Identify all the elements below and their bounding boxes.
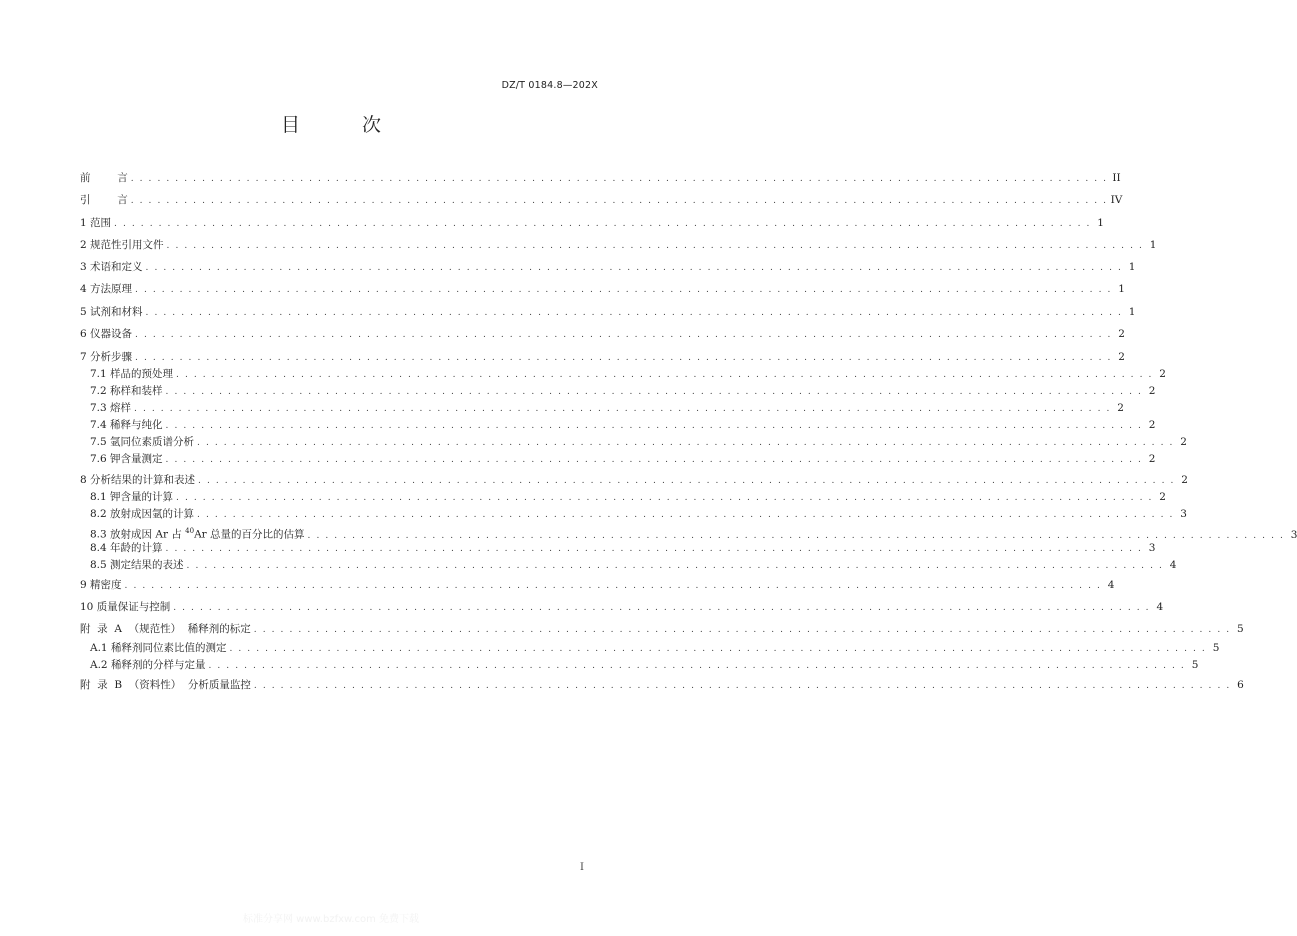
toc-entry[interactable] [80,326,1125,343]
toc-entry-page: 1 [1128,306,1136,318]
toc-entry-label: 8.5 测定结果的表述 [90,559,184,571]
toc-entry-page: 4 [1156,601,1164,613]
toc-entry-page: 5 [1191,659,1199,671]
toc-leader-dots: . . . . . . . . . . . . . . . . . . . . . . . . . . . . . . . . . . . . . . . . . . . . . . . . . . . . . . . . . . . . . . . . . . . . . . . . . . . . . . . . . . . . . . . . . . . . . . . . . . . . . . . . . . . . . . [186,561,1164,571]
toc-leader-dots: . . . . . . . . . . . . . . . . . . . . . . . . . . . . . . . . . . . . . . . . . . . . . . . . . . . . . . . . . . . . . . . . . . . . . . . . . . . . . . . . . . . . . . . . . . . . . . . . . . . . . . . . . . . . . . [307,530,1285,541]
toc-entry[interactable] [80,192,1123,209]
toc-leader-dots: . . . . . . . . . . . . . . . . . . . . . . . . . . . . . . . . . . . . . . . . . . . . . . . . . . . . . . . . . . . . . . . . . . . . . . . . . . . . . . . . . . . . . . . . . . . . . . . . . . . . . . . . . . . . . . [197,438,1174,448]
toc-entry-page: 2 [1118,351,1125,363]
toc-leader-dots: . . . . . . . . . . . . . . . . . . . . . . . . . . . . . . . . . . . . . . . . . . . . . . . . . . . . . . . . . . . . . . . . . . . . . . . . . . . . . . . . . . . . . . . . . . . . . . . . . . . . . . . . . . . . . . [166,241,1144,251]
toc-entry-page: 5 [1212,642,1220,654]
toc-entry-label: 1 范围 [80,217,112,229]
toc-entry-label: 7 分析步骤 [80,351,133,363]
toc-entry-page: 2 [1148,419,1156,431]
toc-leader-dots: . . . . . . . . . . . . . . . . . . . . . . . . . . . . . . . . . . . . . . . . . . . . . . . . . . . . . . . . . . . . . . . . . . . . . . . . . . . . . . . . . . . . . . . . . . . . . . . . . . . . . . . . . . . . . . [135,285,1112,295]
page-title: 目 次 [280,114,410,136]
toc-entry[interactable] [90,383,1156,400]
toc-entry-page: 1 [1118,283,1125,295]
toc-leader-dots: . . . . . . . . . . . . . . . . . . . . . . . . . . . . . . . . . . . . . . . . . . . . . . . . . . . . . . . . . . . . . . . . . . . . . . . . . . . . . . . . . . . . . . . . . . . . . . . . . . . . . . . . . . . . . . [197,510,1174,520]
toc-entry-page: 1 [1097,217,1104,229]
toc-entry-page: II [1112,172,1121,184]
toc-entry-page: 6 [1237,679,1244,691]
toc-entry[interactable] [80,237,1157,254]
toc-leader-dots: . . . . . . . . . . . . . . . . . . . . . . . . . . . . . . . . . . . . . . . . . . . . . . . . . . . . . . . . . . . . . . . . . . . . . . . . . . . . . . . . . . . . . . . . . . . . . . . . . . . . . . . . . . . . . . [253,625,1231,635]
toc-entry-page: 2 [1159,491,1166,503]
toc-entry[interactable] [90,451,1156,468]
toc-entry[interactable] [80,472,1188,489]
toc-entry-label: 8.3 放射成因 Ar 占 $^{40}$Ar 总量的百分比的估算 [90,527,305,541]
toc-entry-label: 8.1 钾含量的计算 [90,491,174,503]
toc-entry-page: 3 [1148,542,1156,554]
toc-entry-label: 8.4 年龄的计算 [90,542,163,554]
toc-entry[interactable] [80,170,1121,187]
toc-entry[interactable] [80,259,1136,276]
toc-entry-page: 2 [1181,474,1188,486]
toc-entry-page: 1 [1128,261,1136,273]
toc-entry-page: IV [1110,194,1123,206]
toc-entry-label: 7.3 熔样 [90,402,132,414]
toc-leader-dots: . . . . . . . . . . . . . . . . . . . . . . . . . . . . . . . . . . . . . . . . . . . . . . . . . . . . . . . . . . . . . . . . . . . . . . . . . . . . . . . . . . . . . . . . . . . . . . . . . . . . . . . . . . . . . . [208,661,1186,671]
toc-entry-label: 6 仪器设备 [80,328,133,340]
toc-leader-dots: . . . . . . . . . . . . . . . . . . . . . . . . . . . . . . . . . . . . . . . . . . . . . . . . . . . . . . . . . . . . . . . . . . . . . . . . . . . . . . . . . . . . . . . . . . . . . . . . . . . . . . . . . . . . . . [165,455,1143,465]
toc-entry-label: 2 规范性引用文件 [80,239,164,251]
toc-entry-page: 2 [1148,385,1156,397]
toc-entry[interactable] [80,677,1244,694]
toc-entry-label: A.1 稀释剂同位素比值的测定 [90,642,227,654]
toc-entry[interactable] [90,640,1220,657]
toc-entry-label: 7.6 钾含量测定 [90,453,163,465]
toc-entry-label: 7.2 称样和装样 [90,385,163,397]
toc-entry-label: 9 精密度 [80,579,122,591]
toc-leader-dots: . . . . . . . . . . . . . . . . . . . . . . . . . . . . . . . . . . . . . . . . . . . . . . . . . . . . . . . . . . . . . . . . . . . . . . . . . . . . . . . . . . . . . . . . . . . . . . . . . . . . . . . . . . . . . . [124,581,1102,591]
toc-leader-dots: . . . . . . . . . . . . . . . . . . . . . . . . . . . . . . . . . . . . . . . . . . . . . . . . . . . . . . . . . . . . . . . . . . . . . . . . . . . . . . . . . . . . . . . . . . . . . . . . . . . . . . . . . . . . . . [198,476,1175,486]
toc-entry-label: 附 录 B （资料性） 分析质量监控 [80,679,251,691]
toc-entry-page: 3 [1180,508,1187,520]
toc-entry[interactable] [90,366,1166,383]
toc-entry-label: 3 术语和定义 [80,261,143,273]
toc-leader-dots: . . . . . . . . . . . . . . . . . . . . . . . . . . . . . . . . . . . . . . . . . . . . . . . . . . . . . . . . . . . . . . . . . . . . . . . . . . . . . . . . . . . . . . . . . . . . . . . . . . . . . . . . . . . . . . [135,353,1112,363]
toc-entry[interactable] [90,506,1187,523]
toc-entry-label: 7.4 稀释与纯化 [90,419,163,431]
toc-entry[interactable] [80,599,1164,616]
watermark: 标准分享网 www.bzfxw.com 免费下载 [243,914,419,925]
toc-entry-label: 8 分析结果的计算和表述 [80,474,196,486]
toc-leader-dots: . . . . . . . . . . . . . . . . . . . . . . . . . . . . . . . . . . . . . . . . . . . . . . . . . . . . . . . . . . . . . . . . . . . . . . . . . . . . . . . . . . . . . . . . . . . . . . . . . . . . . . . . . . . . . . [130,196,1108,206]
toc-entry-page: 2 [1118,328,1125,340]
toc-entry-label: 前 言 [80,172,128,184]
toc-leader-dots: . . . . . . . . . . . . . . . . . . . . . . . . . . . . . . . . . . . . . . . . . . . . . . . . . . . . . . . . . . . . . . . . . . . . . . . . . . . . . . . . . . . . . . . . . . . . . . . . . . . . . . . . . . . . . . [253,681,1231,691]
toc-entry-page: 3 [1290,528,1297,541]
toc-entry-label: 10 质量保证与控制 [80,601,171,613]
toc-entry-label: 7.5 氩同位素质谱分析 [90,436,195,448]
toc-leader-dots: . . . . . . . . . . . . . . . . . . . . . . . . . . . . . . . . . . . . . . . . . . . . . . . . . . . . . . . . . . . . . . . . . . . . . . . . . . . . . . . . . . . . . . . . . . . . . . . . . . . . . . . . . . . . . . [176,370,1153,380]
toc-leader-dots: . . . . . . . . . . . . . . . . . . . . . . . . . . . . . . . . . . . . . . . . . . . . . . . . . . . . . . . . . . . . . . . . . . . . . . . . . . . . . . . . . . . . . . . . . . . . . . . . . . . . . . . . . . . . . . [134,404,1111,414]
toc-entry[interactable] [80,349,1125,366]
toc-entry[interactable] [90,523,1297,541]
toc-leader-dots: . . . . . . . . . . . . . . . . . . . . . . . . . . . . . . . . . . . . . . . . . . . . . . . . . . . . . . . . . . . . . . . . . . . . . . . . . . . . . . . . . . . . . . . . . . . . . . . . . . . . . . . . . . . . . . [130,174,1108,184]
toc-entry-page: 1 [1149,239,1157,251]
toc-leader-dots: . . . . . . . . . . . . . . . . . . . . . . . . . . . . . . . . . . . . . . . . . . . . . . . . . . . . . . . . . . . . . . . . . . . . . . . . . . . . . . . . . . . . . . . . . . . . . . . . . . . . . . . . . . . . . . [173,603,1151,613]
toc-leader-dots: . . . . . . . . . . . . . . . . . . . . . . . . . . . . . . . . . . . . . . . . . . . . . . . . . . . . . . . . . . . . . . . . . . . . . . . . . . . . . . . . . . . . . . . . . . . . . . . . . . . . . . . . . . . . . . [135,330,1112,340]
toc-leader-dots: . . . . . . . . . . . . . . . . . . . . . . . . . . . . . . . . . . . . . . . . . . . . . . . . . . . . . . . . . . . . . . . . . . . . . . . . . . . . . . . . . . . . . . . . . . . . . . . . . . . . . . . . . . . . . . [165,421,1143,431]
toc-leader-dots: . . . . . . . . . . . . . . . . . . . . . . . . . . . . . . . . . . . . . . . . . . . . . . . . . . . . . . . . . . . . . . . . . . . . . . . . . . . . . . . . . . . . . . . . . . . . . . . . . . . . . . . . . . . . . . [145,263,1123,273]
toc-entry-page: 4 [1107,579,1115,591]
toc-leader-dots: . . . . . . . . . . . . . . . . . . . . . . . . . . . . . . . . . . . . . . . . . . . . . . . . . . . . . . . . . . . . . . . . . . . . . . . . . . . . . . . . . . . . . . . . . . . . . . . . . . . . . . . . . . . . . . [165,387,1143,397]
toc-entry[interactable] [90,540,1156,557]
toc-entry-label: 附 录 A （规范性） 稀释剂的标定 [80,623,251,635]
toc-entry-page: 2 [1117,402,1124,414]
toc-entry-page: 4 [1169,559,1177,571]
toc-entry-label: 4 方法原理 [80,283,133,295]
toc-entry[interactable] [90,657,1199,674]
toc-entry-page: 2 [1180,436,1187,448]
toc-entry[interactable] [90,417,1156,434]
toc-leader-dots: . . . . . . . . . . . . . . . . . . . . . . . . . . . . . . . . . . . . . . . . . . . . . . . . . . . . . . . . . . . . . . . . . . . . . . . . . . . . . . . . . . . . . . . . . . . . . . . . . . . . . . . . . . . . . . [165,544,1143,554]
toc-entry-page: 2 [1148,453,1156,465]
toc-entry-label: 7.1 样品的预处理 [90,368,174,380]
toc-entry-label: A.2 稀释剂的分样与定量 [90,659,206,671]
toc-leader-dots: . . . . . . . . . . . . . . . . . . . . . . . . . . . . . . . . . . . . . . . . . . . . . . . . . . . . . . . . . . . . . . . . . . . . . . . . . . . . . . . . . . . . . . . . . . . . . . . . . . . . . . . . . . . . . . [114,219,1091,229]
toc-entry[interactable] [90,557,1177,574]
toc-leader-dots: . . . . . . . . . . . . . . . . . . . . . . . . . . . . . . . . . . . . . . . . . . . . . . . . . . . . . . . . . . . . . . . . . . . . . . . . . . . . . . . . . . . . . . . . . . . . . . . . . . . . . . . . . . . . . . [145,308,1123,318]
toc-entry[interactable] [90,400,1124,417]
toc-entry-page: 5 [1237,623,1244,635]
toc-entry-label: 5 试剂和材料 [80,306,143,318]
standard-code: DZ/T 0184.8—202X [501,80,598,91]
toc-leader-dots: . . . . . . . . . . . . . . . . . . . . . . . . . . . . . . . . . . . . . . . . . . . . . . . . . . . . . . . . . . . . . . . . . . . . . . . . . . . . . . . . . . . . . . . . . . . . . . . . . . . . . . . . . . . . . . [229,644,1207,654]
toc-entry-page: 2 [1159,368,1166,380]
toc-entry[interactable] [80,281,1125,298]
toc-entry[interactable] [80,577,1115,594]
toc-entry-label: 引 言 [80,194,128,206]
page-number: I [580,862,584,873]
toc-entry[interactable] [80,215,1104,232]
toc-entry[interactable] [80,304,1136,321]
toc-leader-dots: . . . . . . . . . . . . . . . . . . . . . . . . . . . . . . . . . . . . . . . . . . . . . . . . . . . . . . . . . . . . . . . . . . . . . . . . . . . . . . . . . . . . . . . . . . . . . . . . . . . . . . . . . . . . . . [176,493,1153,503]
toc-entry[interactable] [90,434,1187,451]
toc-entry[interactable] [90,489,1166,506]
toc-entry-label: 8.2 放射成因氩的计算 [90,508,195,520]
toc-entry[interactable] [80,621,1244,638]
